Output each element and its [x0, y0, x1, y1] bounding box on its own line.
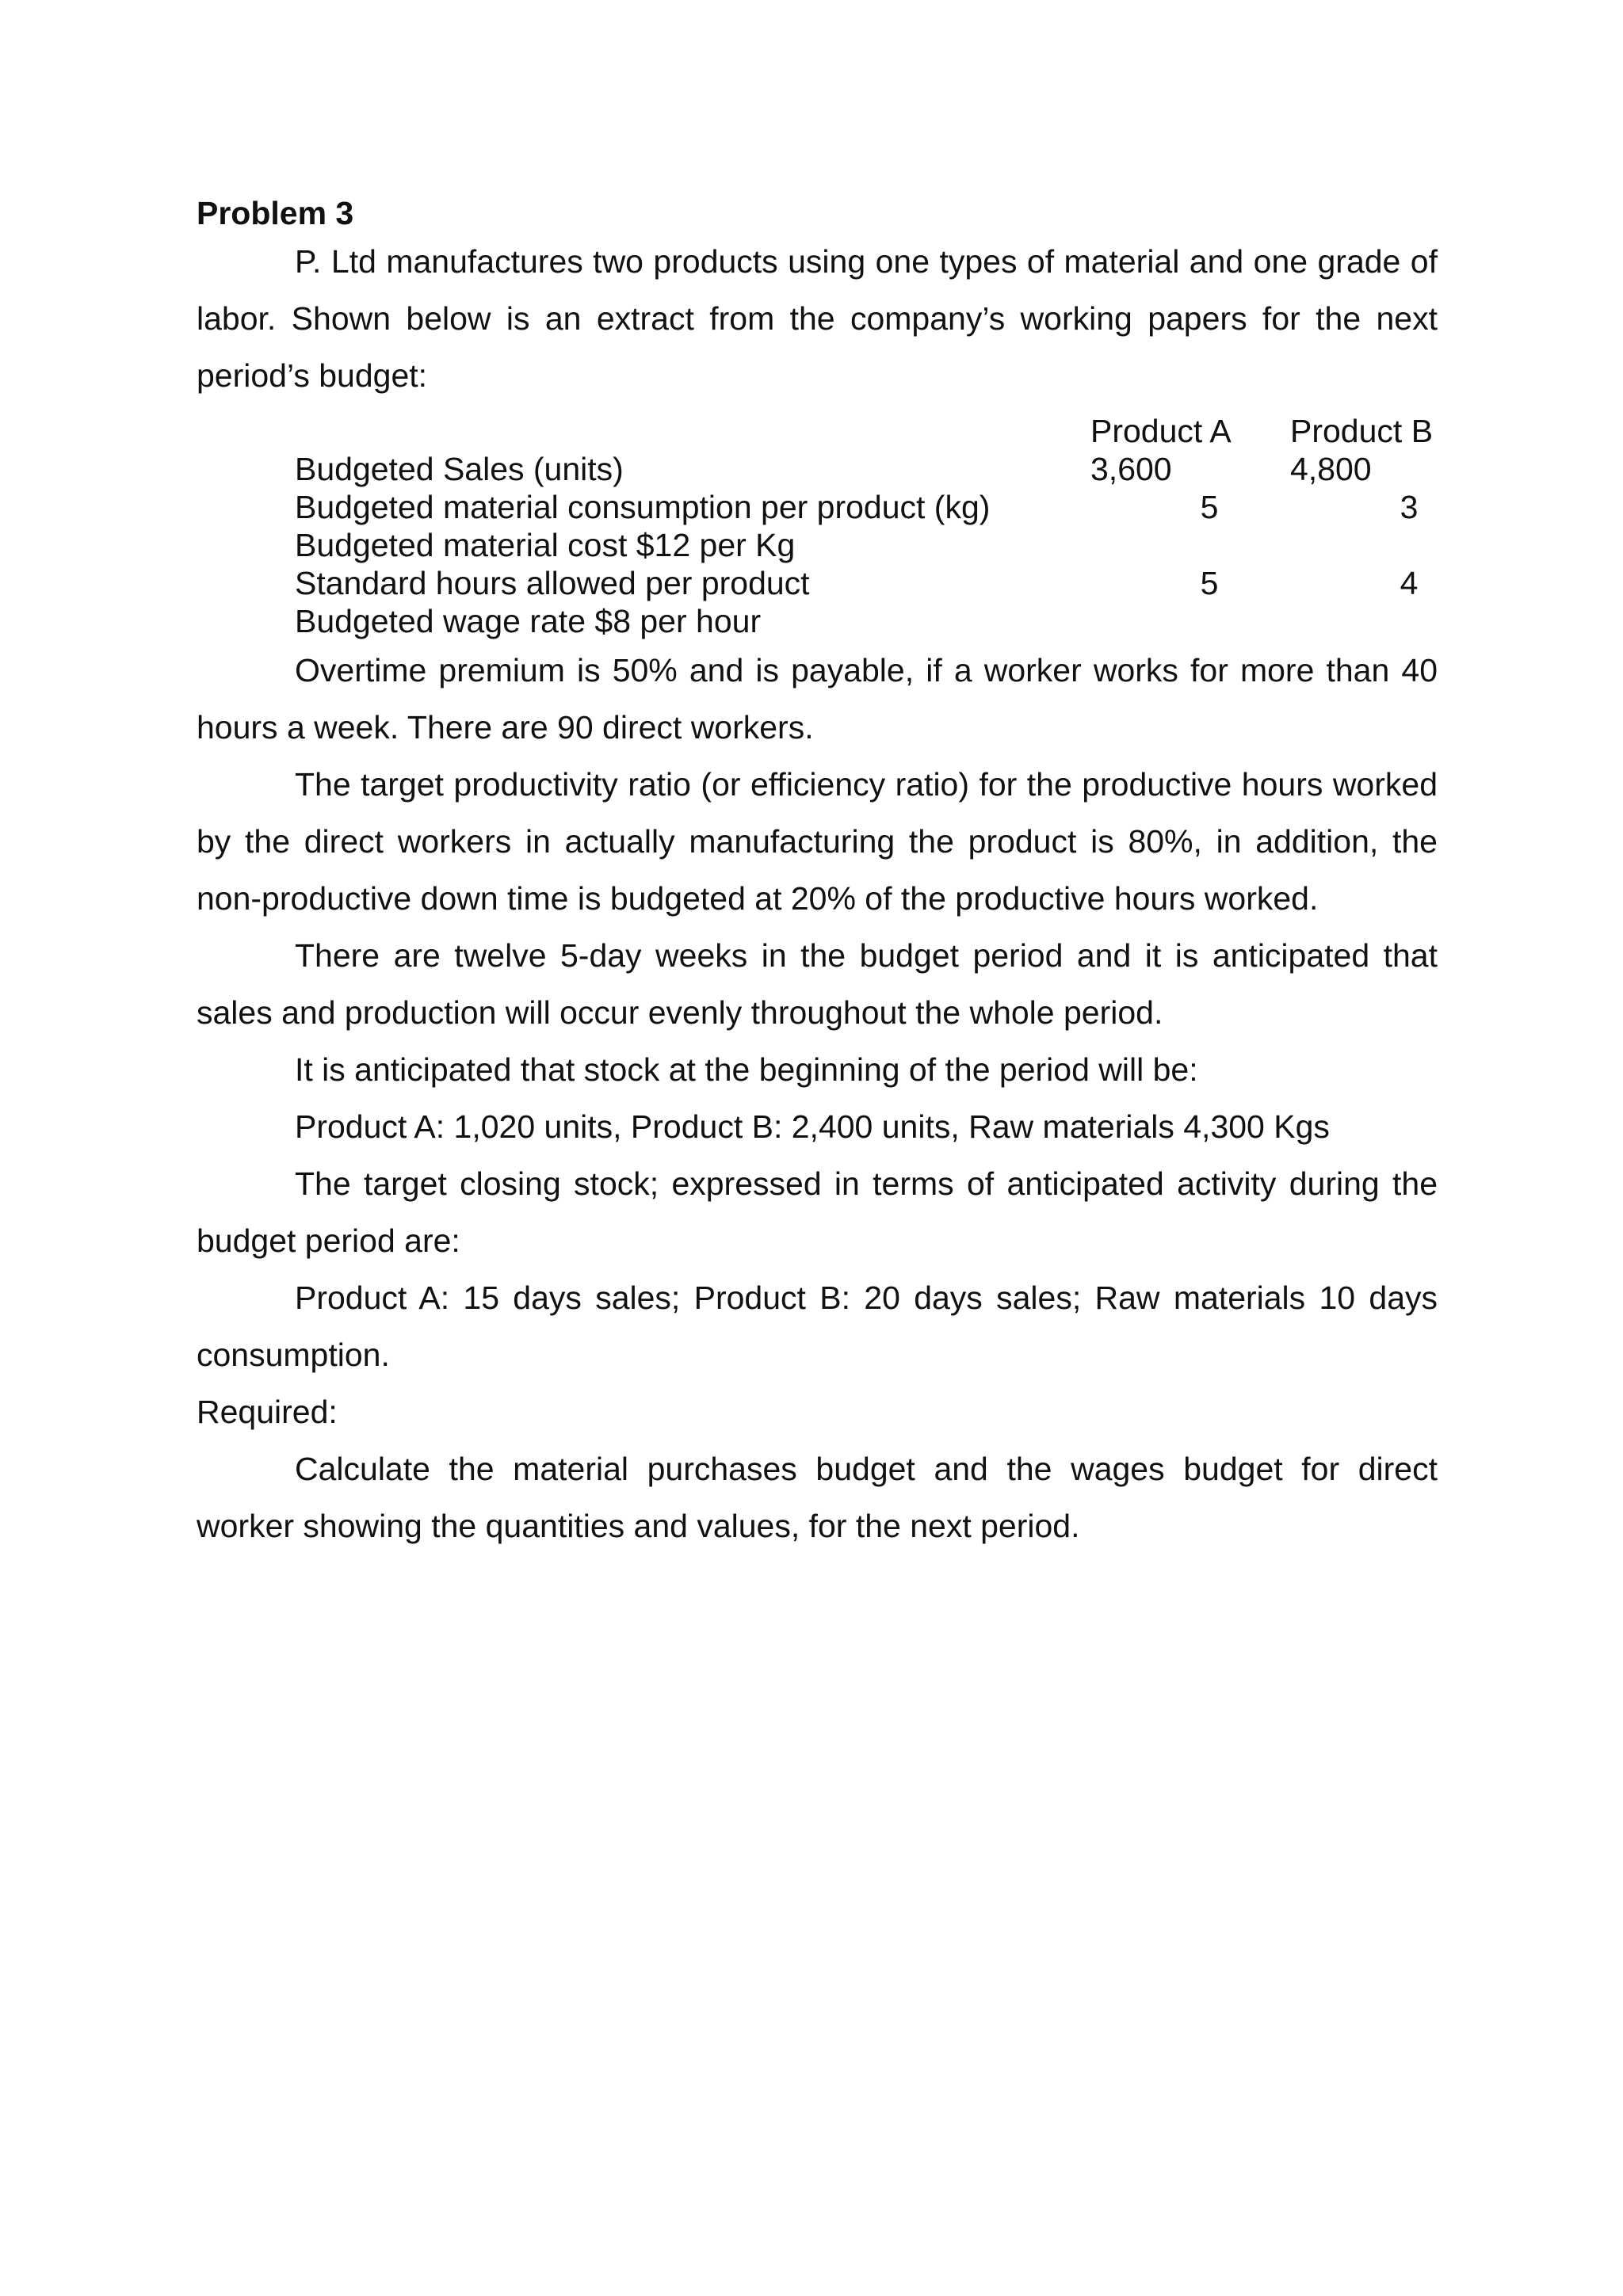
problem-title: Problem 3	[197, 195, 354, 231]
row-label: Budgeted Sales (units)	[295, 451, 624, 487]
cell-product-a: 5	[1200, 565, 1219, 601]
cell-product-b: 4	[1400, 565, 1419, 601]
row-label: Budgeted wage rate $8 per hour	[295, 603, 762, 639]
table-row	[295, 564, 1438, 602]
table-row	[295, 488, 1438, 526]
cell-product-a: 5	[1200, 489, 1219, 525]
intro-paragraph: P. Ltd manufactures two products using one types of material and one grade of labor. Shown below is an extract from the company’s working papers for the next period’s budget:	[197, 243, 1438, 394]
row-label: Budgeted material consumption per product (kg)	[295, 489, 991, 525]
weeks-paragraph: There are twelve 5-day weeks in the budget period and it is anticipated that sales and production will occur evenly throughout the whole period.	[197, 937, 1438, 1031]
row-label: Budgeted material cost $12 per Kg	[295, 527, 796, 563]
opening-stock-values: Product A: 1,020 units, Product B: 2,400 units, Raw materials 4,300 Kgs	[295, 1108, 1330, 1145]
table-row	[295, 450, 1438, 488]
required-paragraph: Calculate the material purchases budget and the wages budget for direct worker showing the quantities and values, for the next period.	[197, 1451, 1438, 1544]
column-header-product-b: Product B	[1290, 413, 1434, 449]
document-page	[197, 193, 1438, 1554]
closing-stock-paragraph: The target closing stock; expressed in terms of anticipated activity during the budget period are:	[197, 1165, 1438, 1259]
budget-table	[295, 412, 1438, 640]
table-row	[295, 526, 1438, 564]
closing-stock-values: Product A: 15 days sales; Product B: 20 days sales; Raw materials 10 days consumption.	[197, 1280, 1438, 1373]
column-header-product-a: Product A	[1090, 413, 1232, 449]
table-row	[295, 602, 1438, 640]
cell-product-b: 3	[1400, 489, 1419, 525]
productivity-paragraph: The target productivity ratio (or efficiency ratio) for the productive hours worked by the direct workers in actually manufacturing the product is 80%, in addition, the non-productive down time is budgeted at 20% of the productive hours worked.	[197, 766, 1438, 917]
opening-stock-paragraph: It is anticipated that stock at the beginning of the period will be:	[295, 1051, 1198, 1088]
row-label: Standard hours allowed per product	[295, 565, 810, 601]
overtime-paragraph: Overtime premium is 50% and is payable, if a worker works for more than 40 hours a week. There are 90 direct workers.	[197, 652, 1438, 746]
cell-product-b: 4,800	[1290, 451, 1372, 487]
required-label: Required:	[197, 1394, 338, 1430]
table-header-row	[295, 412, 1438, 450]
cell-product-a: 3,600	[1090, 451, 1172, 487]
